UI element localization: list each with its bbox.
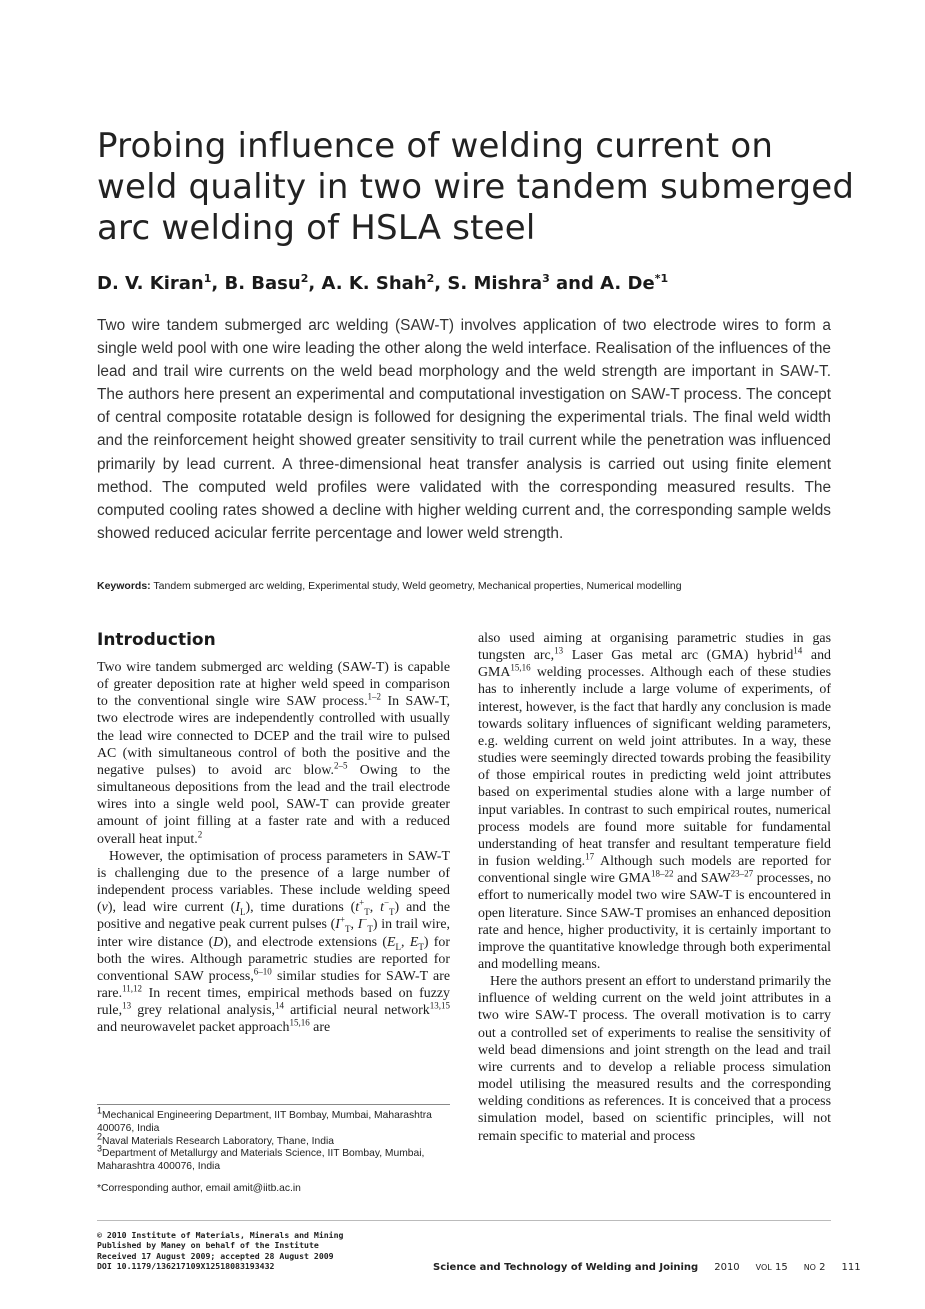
citation[interactable]: 11,12 bbox=[122, 983, 142, 994]
affiliation-mark: 2 bbox=[426, 272, 435, 285]
keywords-label: Keywords: bbox=[97, 580, 151, 592]
citation[interactable]: 2–5 bbox=[333, 760, 348, 771]
citation[interactable]: 1–2 bbox=[367, 691, 382, 702]
author-name: D. V. Kiran bbox=[97, 273, 204, 294]
footer-divider bbox=[97, 1220, 831, 1221]
received-date: Received 17 August 2009; accepted 28 August 2009 bbox=[97, 1250, 334, 1261]
doi[interactable]: DOI 10.1179/136217109X12518083193432 bbox=[97, 1261, 275, 1272]
citation[interactable]: 13,15 bbox=[429, 1000, 450, 1011]
author-separator: , bbox=[308, 273, 322, 294]
issue-label: NO bbox=[803, 1263, 816, 1272]
citation[interactable]: 14 bbox=[793, 645, 803, 656]
paragraph: also used aiming at organising parametric studies in gas tungsten arc,$^{13}$ Laser Gas metal arc (GMA) hybrid$^{14}$ and GMA$^{15,16}$ welding processes. Although each of these studies has to inherently include a large volume of experiments, of interest, however, is the fact that hardly any conclusion is made towards solitary influences of significant welding parameters, e.g. welding current on weld joint attributes. In a way, these studies were seemingly directed towards probing the feasibility of those empirical routes in predicting weld joint attributes based on experimental studies alone with a large number of input variables. In contrast to such empirical routes, numerical process models are found more suitable for fundamental understanding of heat transfer and resultant temperature field in fusion welding.$^{17}$ Although such models are reported for conventional single wire GMA$^{18-22}$ and SAW$^{23-27}$ processes, no effort to numerically model two wire SAW-T is encountered in open literature. Since SAW-T promises an enhanced deposition rate and hence, higher productivity, it is certainly important to improve the quantitative knowledge through both experimental and modelling means. bbox=[478, 631, 831, 972]
author-list bbox=[97, 273, 668, 294]
citation[interactable]: 15,16 bbox=[289, 1017, 310, 1028]
citation[interactable]: 18–22 bbox=[650, 868, 674, 879]
author-separator: and bbox=[549, 273, 601, 294]
paragraph: Two wire tandem submerged arc welding (SAW-T) is capable of greater deposition rate at higher weld speed in comparison to the conventional single wire SAW process.$^{1-2}$ In SAW-T, two electrode wires are independently controlled with usually the lead wire connected to DCEP and the trail wire to pulsed AC (with simultaneous control of both the positive and the negative pulses) to avoid arc blow.$^{2-5}$ Owing to the simultaneous depositions from the lead and the trail electrode wires into a single weld pool, SAW-T can provide greater amount of joint filling at a faster rate and with a reduced overall heat input.$^2$ bbox=[97, 660, 450, 847]
author-separator: , bbox=[211, 273, 225, 294]
author-name: B. Basu bbox=[224, 273, 301, 294]
affiliation-mark: *1 bbox=[654, 272, 669, 285]
paragraph: However, the optimisation of process parameters in SAW-T is challenging due to the presence of a large number of independent process variables. These include welding speed (v), lead wire current $(I_L)$, time durations ($t^+_T$, $t^-_T$) and the positive and negative peak current pulses ($I^+_T$, $I^-_T$) in trail wire, inter wire distance (D), and electrode extensions ($E_L$, $E_T$) for both the wires. Although parametric studies are reported for conventional SAW process,$^{6-10}$ similar studies for SAW-T are rare.$^{11,12}$ In recent times, empirical methods based on fuzzy rule,$^{13}$ grey relational analysis,$^{14}$ artificial neural network$^{13,15}$ and neurowavelet packet approach$^{15,16}$ are bbox=[97, 848, 451, 1036]
citation[interactable]: 14 bbox=[274, 1000, 284, 1011]
publication-info bbox=[97, 1230, 343, 1272]
affiliation-mark: 2 bbox=[300, 272, 309, 285]
article-title: Probing influence of welding current on weld quality in two wire tandem submerged arc welding of HSLA steel bbox=[97, 126, 855, 248]
citation[interactable]: 13 bbox=[554, 645, 564, 656]
keywords-text: Tandem submerged arc welding, Experimental study, Weld geometry, Mechanical properties, Numerical modelling bbox=[153, 580, 682, 592]
footnotes bbox=[97, 1105, 450, 1196]
volume-number: 15 bbox=[774, 1262, 788, 1273]
footnote: $^2$Naval Materials Research Laboratory, Thane, India bbox=[97, 1131, 335, 1147]
corresponding-author[interactable]: *Corresponding author, email amit@iitb.ac.in bbox=[97, 1182, 301, 1194]
citation[interactable]: 6–10 bbox=[253, 966, 272, 977]
journal-year: 2010 bbox=[714, 1262, 740, 1273]
citation[interactable]: 13 bbox=[122, 1000, 132, 1011]
citation[interactable]: 23–27 bbox=[730, 868, 754, 879]
citation[interactable]: 17 bbox=[585, 851, 595, 862]
copyright: © 2010 Institute of Materials, Minerals and Mining bbox=[97, 1230, 344, 1240]
footnote: $^3$Department of Metallurgy and Materials Science, IIT Bombay, Mumbai, Maharashtra 400076, India bbox=[97, 1143, 425, 1173]
footnote-divider bbox=[97, 1104, 450, 1105]
journal-name: Science and Technology of Welding and Joining bbox=[433, 1262, 699, 1273]
issue-number: 2 bbox=[819, 1262, 826, 1273]
keywords bbox=[97, 580, 831, 592]
section-heading: Introduction bbox=[97, 630, 216, 650]
volume-label: VOL bbox=[755, 1263, 772, 1272]
author-name: S. Mishra bbox=[447, 273, 543, 294]
footnote: $^1$Mechanical Engineering Department, IIT Bombay, Mumbai, Maharashtra 400076, India bbox=[97, 1105, 432, 1134]
body-column-left bbox=[97, 659, 450, 1036]
publisher: Published by Maney on behalf of the Institute bbox=[97, 1240, 319, 1251]
paragraph: Here the authors present an effort to understand primarily the influence of welding current on the weld joint attributes in a two wire SAW-T process. The overall motivation is to carry out a controlled set of experiments to realise the sensitivity of weld bead dimensions and joint strength on the lead and trail wire currents and to develop a reliable process simulation model utilising the measured results and the corresponding welding conditions as references. It is conceived that a process simulation model, based on scientific principles, will not remain specific to material and process bbox=[478, 974, 831, 1144]
author-name: A. De bbox=[600, 273, 655, 294]
author-name: A. K. Shah bbox=[321, 273, 427, 294]
affiliation-mark: 3 bbox=[542, 272, 550, 285]
page-number: 111 bbox=[841, 1262, 861, 1273]
author-separator: , bbox=[434, 273, 448, 294]
affiliation-mark: 1 bbox=[203, 272, 212, 285]
body-column-right bbox=[478, 630, 831, 1145]
journal-footer bbox=[433, 1262, 861, 1273]
abstract: Two wire tandem submerged arc welding (SAW-T) involves application of two electrode wires to form a single weld pool with one wire leading the other along the weld interface. Realisation of the influences of the lead and trail wire currents on the weld bead morphology and the weld strength are important in SAW-T. The authors here present an experimental and computational investigation on SAW-T process. The concept of central composite rotatable design is followed for designing the experimental trials. The final weld width and the reinforcement height showed greater sensitivity to trail current while the penetration was influenced primarily by lead current. A three-dimensional heat transfer analysis is carried out using finite element method. The computed weld profiles were validated with the corresponding measured results. The computed cooling rates showed a decline with higher welding current and, the corresponding sample welds showed reduced acicular ferrite percentage and lower weld strength. bbox=[97, 317, 831, 542]
citation[interactable]: 15,16 bbox=[510, 662, 531, 673]
citation[interactable]: 2 bbox=[197, 828, 203, 839]
